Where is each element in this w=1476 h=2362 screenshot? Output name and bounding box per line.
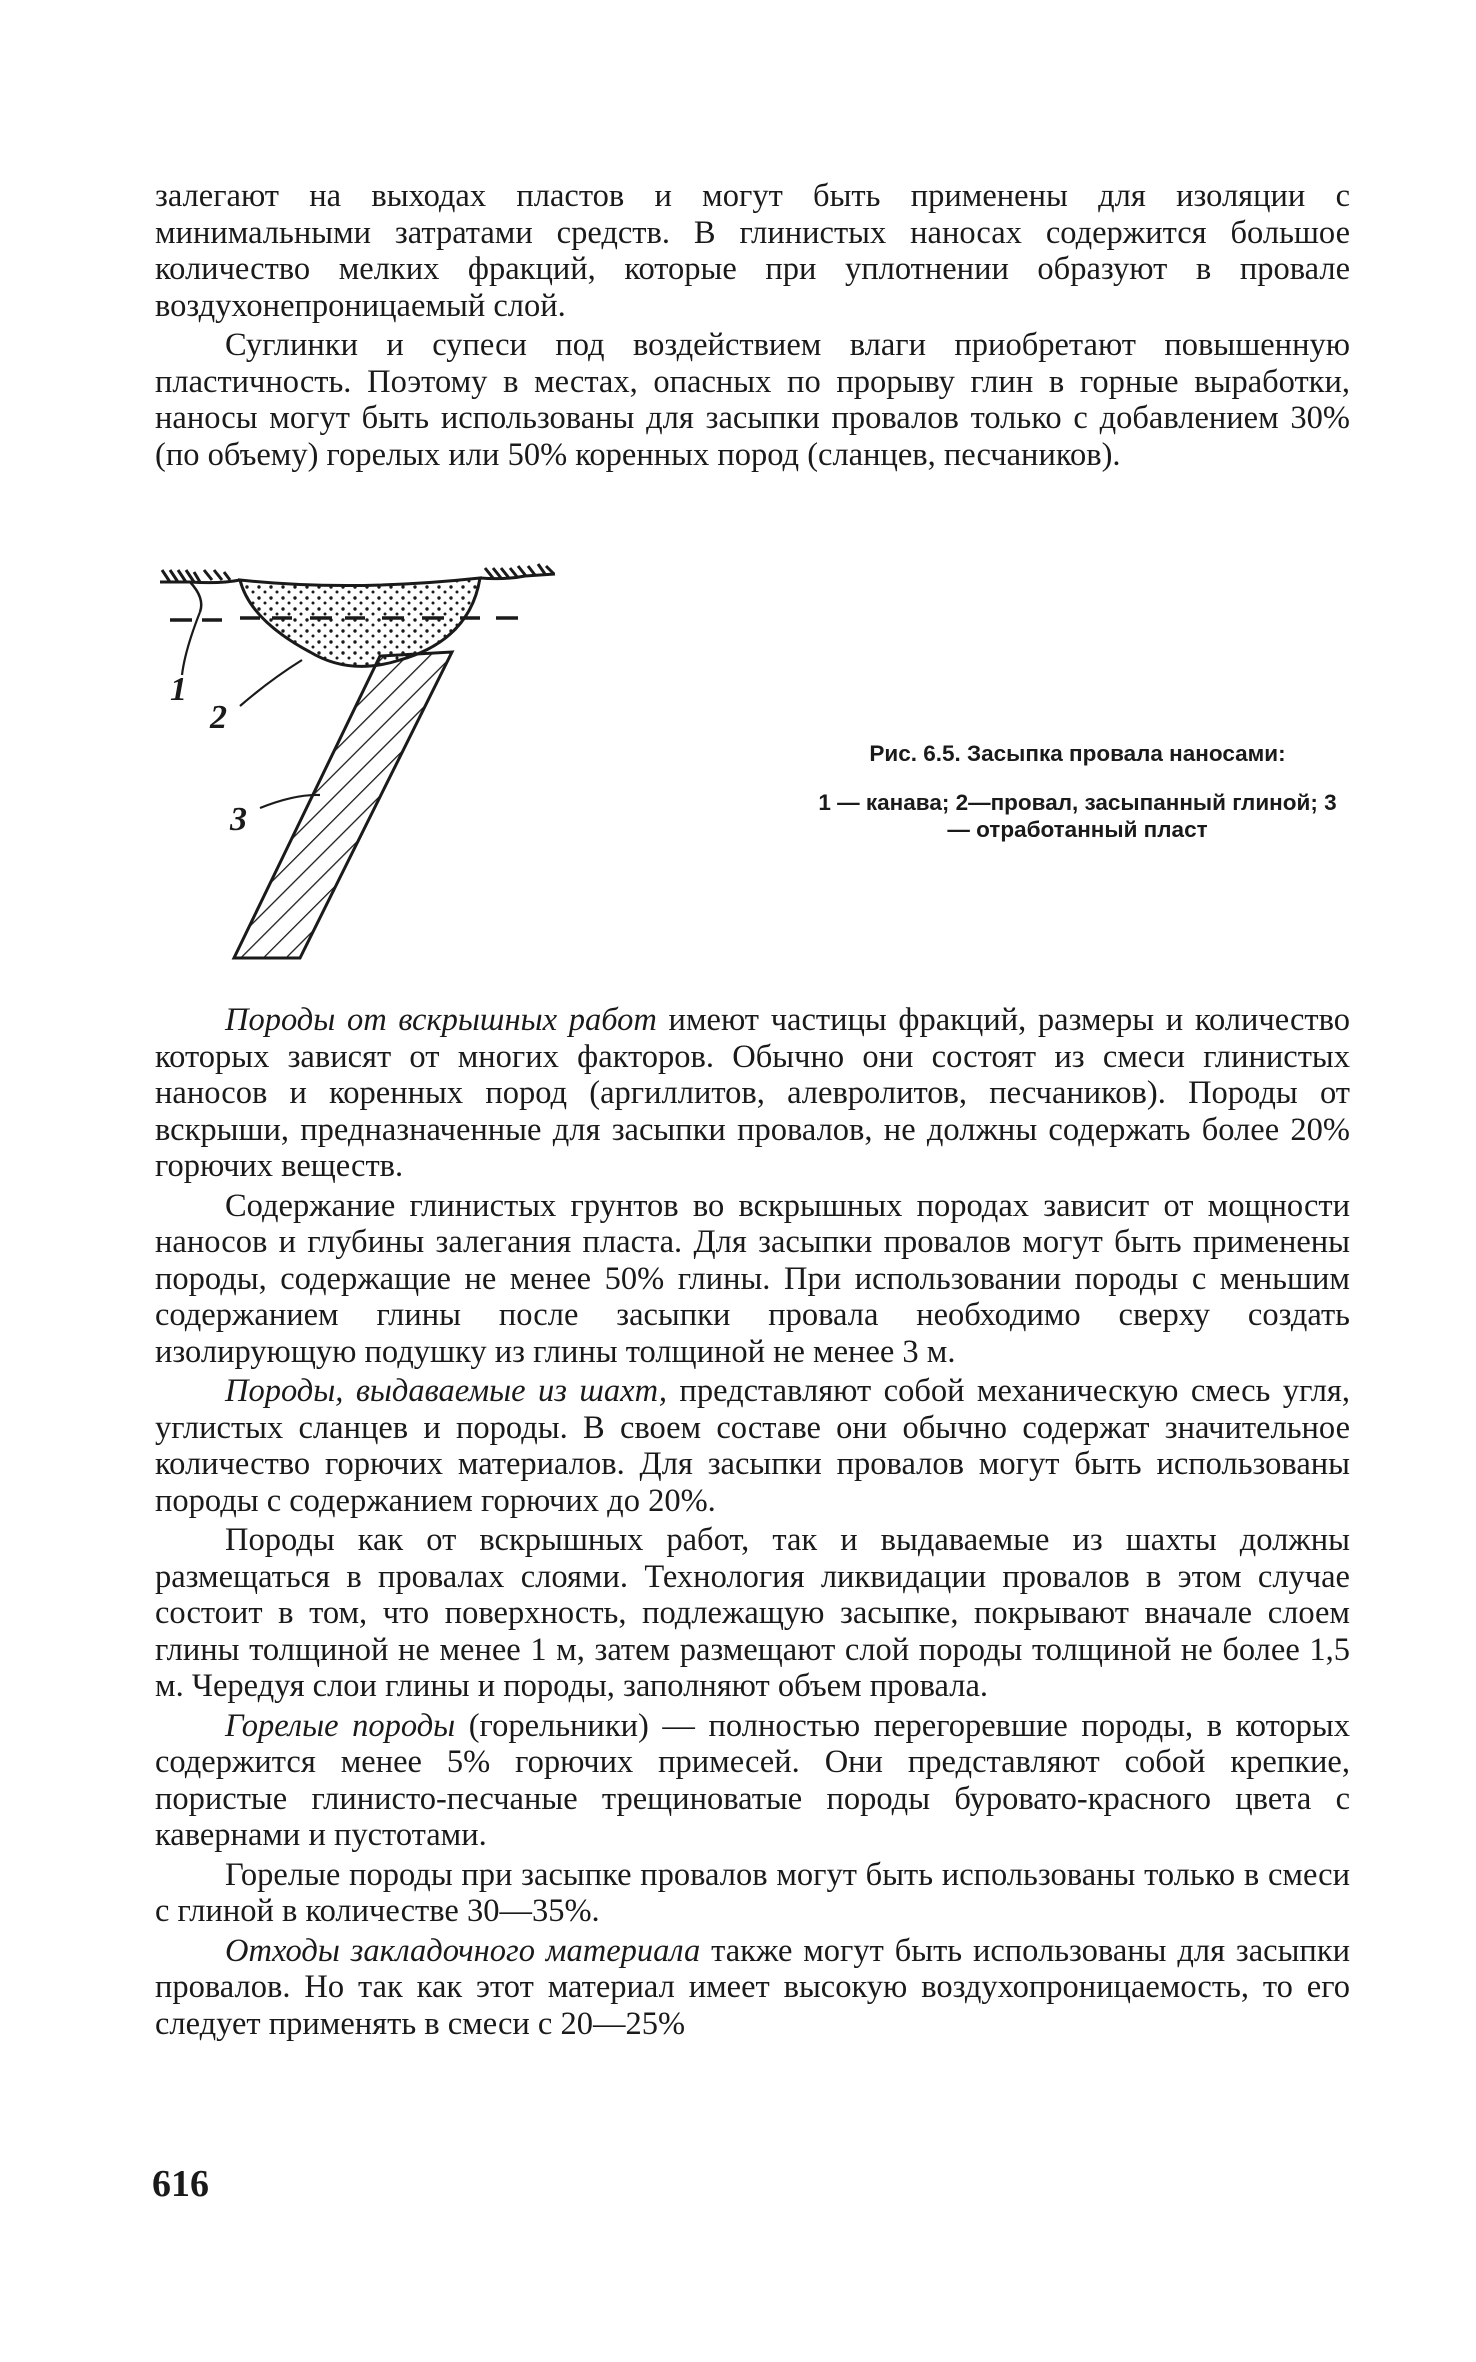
body-text-block — [155, 1002, 1350, 2042]
label-1: 1 — [170, 671, 187, 708]
term: Породы, выдаваемые из шахт, — [225, 1373, 667, 1409]
label-3: 3 — [230, 801, 247, 838]
sinkhole-diagram — [160, 540, 800, 970]
term: Горелые породы — [225, 1707, 456, 1744]
paragraph: Породы, выдаваемые из шахт, представляют собой механическую смесь угля, углистых сланцев и породы. В своем составе они обычно содержат значительное количество горючих материалов. Для засыпки провалов могут быть использованы породы с содержанием горючих до 20%. — [155, 1373, 1350, 1519]
ground-surface — [160, 564, 555, 583]
paragraph: Породы от вскрышных работ имеют частицы фракций, размеры и количество которых зависят от многих факторов. Обычно они состоят из смеси глинистых наносов и коренных пород (аргиллитов, алевролитов, песчаников). Породы от вскрыши, предназначенные для засыпки провалов, не должны содержать более 20% горючих веществ. — [155, 1002, 1350, 1184]
paragraph: Горелые породы (горельники) — полностью перегоревшие породы, в которых содержится менее 5% горючих примесей. Они представляют собой крепкие, пористые глинисто-песчаные трещиноватые породы буровато-красного цвета с кавернами и пустотами. — [155, 1707, 1350, 1853]
figure-6-5 — [160, 540, 800, 970]
paragraph: Горелые породы при засыпке провалов могут быть использованы только в смеси с глиной в количестве 30—35%. — [155, 1856, 1350, 1929]
top-text-block — [155, 178, 1350, 473]
caption-title: Рис. 6.5. Засыпка провала наносами: — [869, 741, 1286, 766]
label-2: 2 — [210, 699, 227, 736]
paragraph: залегают на выходах пластов и могут быть применены для изоляции с минимальными затратами средств. В глинистых наносах содержится большое количество мелких фракций, которые при уплотнении образуют в провале воздухонепроницаемый слой. — [155, 178, 1350, 324]
paragraph: Породы как от вскрышных работ, так и выдаваемые из шахты должны размещаться в провалах слоями. Технология ликвидации провалов в этом случае состоит в том, что поверхность, подлежащую засыпке, покрывают вначале слоем глины толщиной не менее 1 м, затем размещают слой породы толщиной не более 1,5 м. Чередуя слои глины и породы, заполняют объем провала. — [155, 1522, 1350, 1704]
caption-legend: 1 — канава; 2—провал, засыпанный глиной; 3 — отработанный пласт — [818, 790, 1337, 842]
paragraph: Содержание глинистых грунтов во вскрышных породах зависит от мощности наносов и глубины залегания пласта. Для засыпки провалов могут быть применены породы, содержащие не менее 50% глины. При использовании породы с меньшим содержанием глины после засыпки провала необходимо сверху создать изолирующую подушку из глины толщиной не менее 3 м. — [155, 1187, 1350, 1370]
paragraph: Отходы закладочного материала также могут быть использованы для засыпки провалов. Но так как этот материал имеет высокую воздухопроницаемость, то его следует применять в смеси с 20—25% — [155, 1932, 1351, 2042]
term: Породы от вскрышных работ — [225, 1002, 657, 1038]
page-number: 616 — [152, 2163, 209, 2205]
ditch-outline — [190, 582, 201, 612]
term: Отходы закладочного материала — [225, 1932, 701, 1969]
figure-caption — [805, 740, 1350, 843]
paragraph: Суглинки и супеси под воздействием влаги приобретают повышенную пластичность. Поэтому в местах, опасных по прорыву глин в горные выработки, наносы могут быть использованы для засыпки провалов только с добавлением 30% (по объему) горелых или 50% коренных пород (сланцев, песчаников). — [155, 327, 1350, 473]
